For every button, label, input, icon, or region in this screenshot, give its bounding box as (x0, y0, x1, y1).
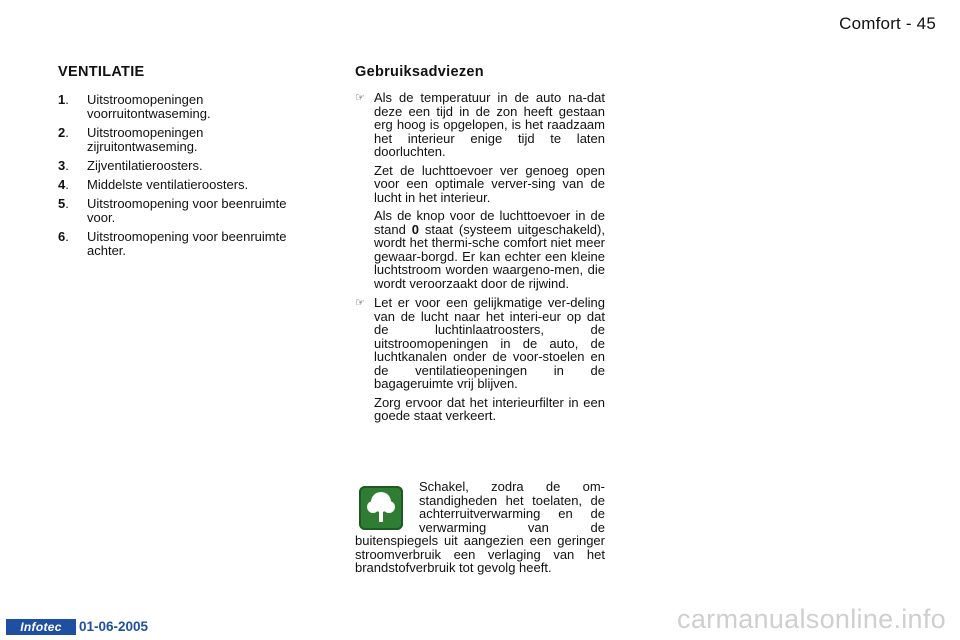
legend-number: 2 (58, 125, 66, 140)
legend-text: Uitstroomopening voor beenruimte voor. (87, 196, 287, 225)
advice-paragraph: Zet de luchttoevoer ver genoeg open voor een optimale verver-sing van de lucht in het interieur. (374, 162, 605, 205)
legend-text: Middelste ventilatieroosters. (87, 177, 249, 192)
legend-number: 1 (58, 92, 66, 107)
legend-item: 2. Uitstroomopeningen zijruitontwaseming. (58, 126, 288, 154)
footer-date: 01-06-2005 (79, 619, 149, 634)
legend-item: 4. Middelste ventilatieroosters. (58, 178, 288, 192)
legend-text: Uitstroomopening voor beenruimte achter. (87, 229, 287, 258)
legend-number: 3 (58, 158, 66, 173)
section-title-gebruiksadviezen: Gebruiksadviezen (355, 64, 484, 80)
tree-icon (359, 486, 403, 530)
section-title-ventilatie: VENTILATIE (58, 64, 145, 80)
ventilation-legend (58, 64, 288, 263)
page-header-title: Comfort - 45 (839, 14, 936, 33)
pointing-hand-icon: ☞ (355, 297, 365, 309)
legend-text: Zijventilatieroosters. (87, 158, 203, 173)
legend-number: 4 (58, 177, 66, 192)
legend-item: 3. Zijventilatieroosters. (58, 159, 288, 173)
watermark: carmanualsonline.info (677, 604, 946, 634)
pointing-hand-icon: ☞ (355, 92, 365, 104)
eco-note (355, 480, 605, 575)
legend-number: 5 (58, 196, 66, 211)
usage-advice (355, 64, 605, 429)
legend-number: 6 (58, 229, 66, 244)
legend-item: 1. Uitstroomopeningen voorruitontwaseming. (58, 93, 288, 121)
eco-text: Schakel, zodra de om-standigheden het toelaten, de achterruitverwarming en de verwarming van de buitenspiegels uit aangezien een geringer stroomverbruik een verlaging van het brandstofverbruik tot gevolg heeft. (355, 479, 605, 575)
advice-tip (355, 91, 605, 290)
advice-paragraph: Let er voor een gelijkmatige ver-deling van de lucht naar het interi-eur op dat de luchtinlaatroosters, de uitstroomopeningen in de auto, de luchtkanalen onder de voor-stoelen en de ventilatieopeningen in de bagageruimte vrij blijven. (374, 295, 605, 391)
advice-paragraph: Als de knop voor de luchttoevoer in de stand 0 staat (systeem uitgeschakeld), wordt het thermi-sche comfort niet meer gewaar-borgd. Er kan echter een kleine luchtstroom worden waargeno-men, die wordt veroorzaakt door de rijwind. (374, 208, 605, 291)
legend-text: Uitstroomopeningen voorruitontwaseming. (87, 92, 211, 121)
legend-item: 6. Uitstroomopening voor beenruimte achter. (58, 229, 287, 258)
infotec-badge: Infotec (6, 619, 76, 635)
legend-item: 5. Uitstroomopening voor beenruimte voor. (58, 196, 287, 225)
advice-paragraph: Als de temperatuur in de auto na-dat deze een tijd in de zon heeft gestaan erg hoog is opgelopen, is het raadzaam het interieur enige tijd te laten doorluchten. (374, 90, 605, 159)
advice-tip (355, 296, 605, 423)
legend-text: Uitstroomopeningen zijruitontwaseming. (87, 125, 204, 154)
advice-paragraph: Zorg ervoor dat het interieurfilter in een goede staat verkeert. (374, 394, 605, 423)
